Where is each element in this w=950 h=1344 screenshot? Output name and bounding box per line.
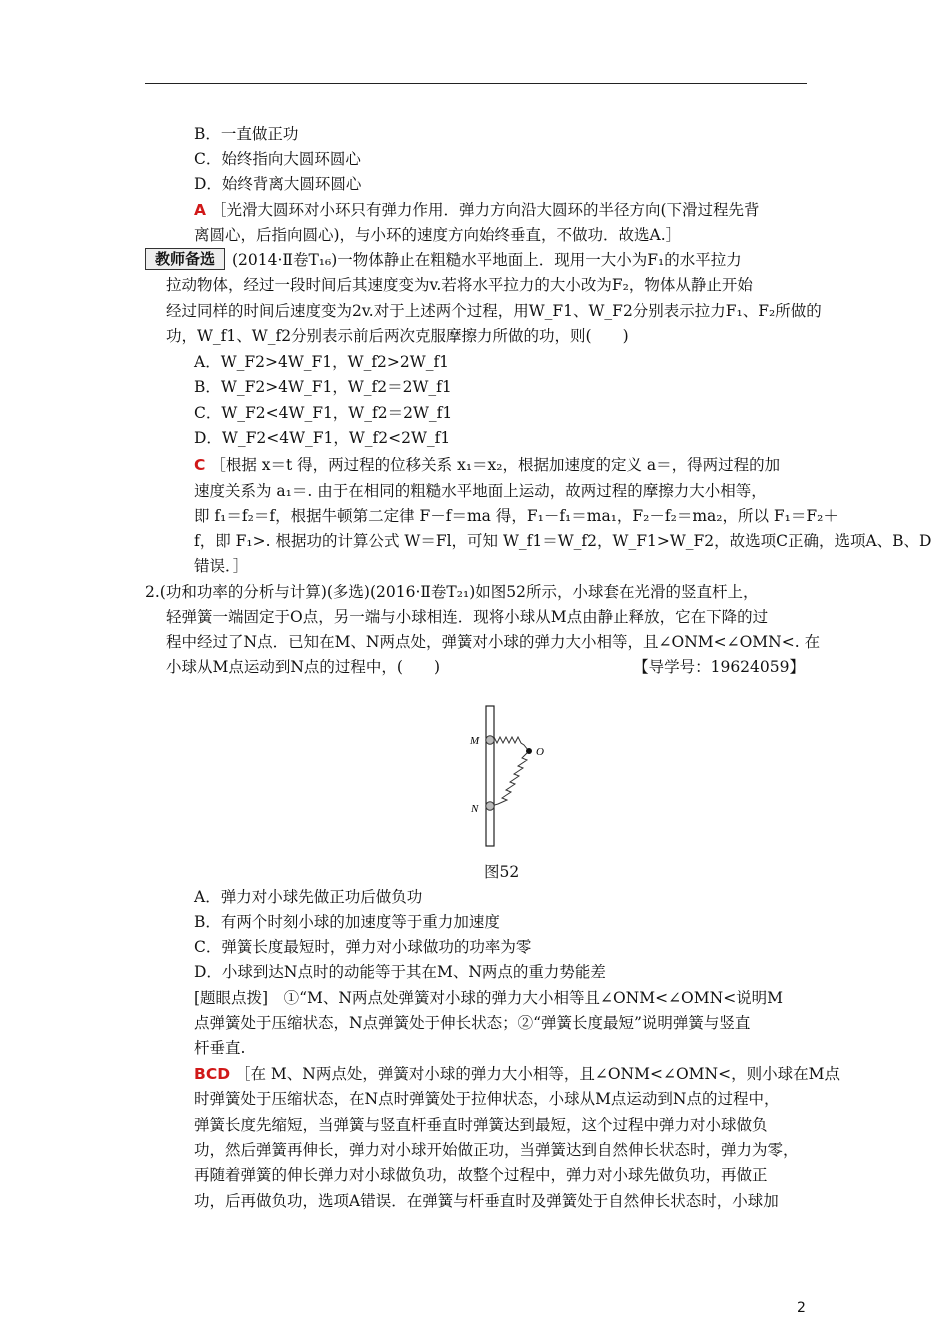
q1-option-b: B．一直做正功: [194, 125, 299, 143]
label-n: N: [471, 803, 479, 815]
q1-explanation-line: ［光滑大圆环对小环只有弹力作用．弹力方向沿大圆环的半径方向(下滑过程先背: [210, 201, 760, 219]
q1-answer-line: [194, 200, 760, 220]
backup-explanation-line: 即 f₁＝f₂＝f，根据牛顿第二定律 F－f＝ma 得，F₁－f₁＝ma₁，F₂－f₂＝ma₂，所以 F₁＝F₂＋: [194, 507, 839, 525]
backup-explanation-line: 速度关系为 a₁＝. 由于在相同的粗糙水平地面上运动，故两过程的摩擦力大小相等，: [194, 482, 767, 500]
q2-explanation-line: 时弹簧处于压缩状态，在N点时弹簧处于拉伸状态，小球从M点运动到N点的过程中，: [194, 1090, 780, 1108]
backup-stem-line: 拉动物体，经过一段时间后其速度变为v.若将水平拉力的大小改为F₂，物体从静止开始: [166, 276, 753, 294]
label-m: M: [470, 735, 480, 747]
guide-number: 【导学号：19624059】: [633, 658, 805, 676]
page-number: 2: [797, 1300, 806, 1316]
header-rule: [145, 83, 807, 84]
label-o: O: [536, 746, 544, 758]
q2-option-a: A．弹力对小球先做正功后做负功: [194, 888, 423, 906]
q2-explanation-line: 功，后再做负功，选项A错误．在弹簧与杆垂直时及弹簧处于自然伸长状态时，小球加: [194, 1192, 779, 1210]
backup-answer-letter: C: [194, 456, 206, 474]
q2-answer-letter: BCD: [194, 1065, 231, 1083]
fixed-point-o: [526, 748, 532, 754]
q2-hint-line: 点弹簧处于压缩状态，N点弹簧处于伸长状态；②“弹簧长度最短”说明弹簧与竖直: [194, 1014, 751, 1032]
spring-upper: [490, 737, 528, 750]
q1-explanation-line: 离圆心，后指向圆心)，与小环的速度方向始终垂直，不做功．故选A.］: [194, 226, 682, 244]
q2-explanation-line: 功，然后弹簧再伸长，弹力对小球开始做正功，当弹簧达到自然伸长状态时，弹力为零，: [194, 1141, 799, 1159]
q2-option-d: D．小球到达N点时的动能等于其在M、N两点的重力势能差: [194, 963, 606, 981]
backup-stem-line: (2014·Ⅱ卷T₁₆)一物体静止在粗糙水平地面上．现用一大小为F₁的水平拉力: [232, 251, 742, 269]
backup-answer-line: [194, 455, 780, 475]
figure-caption: 图52: [484, 863, 520, 881]
backup-option-b: B．W_F2>4W_F1，W_f2＝2W_f1: [194, 378, 452, 396]
backup-explanation-line: 错误．］: [194, 557, 249, 575]
backup-explanation-line: ［根据 x＝t 得，两过程的位移关系 x₁＝x₂，根据加速度的定义 a＝，得两过程的加: [210, 456, 781, 474]
q2-answer-line: [194, 1064, 840, 1084]
q1-option-c: C．始终指向大圆环圆心: [194, 150, 361, 168]
ball-at-m: [486, 736, 494, 744]
q1-option-d: D．始终背离大圆环圆心: [194, 175, 362, 193]
q2-option-b: B．有两个时刻小球的加速度等于重力加速度: [194, 913, 500, 931]
q2-hint-line: [题眼点拨] ①“M、N两点处弹簧对小球的弹力大小相等且∠ONM<∠OMN<说明M: [194, 989, 784, 1007]
backup-explanation-line: f，即 F₁>. 根据功的计算公式 W＝Fl，可知 W_f1＝W_f2，W_F1>W_F2，故选项C正确，选项A、B、D: [194, 532, 932, 550]
q1-answer-letter: A: [194, 201, 206, 219]
q2-option-c: C．弹簧长度最短时，弹力对小球做功的功率为零: [194, 938, 532, 956]
teacher-backup-label: 教师备选: [145, 248, 225, 270]
q2-explanation-line: 弹簧长度先缩短，当弹簧与竖直杆垂直时弹簧达到最短，这个过程中弹力对小球做负: [194, 1116, 768, 1134]
backup-option-d: D．W_F2<4W_F1，W_f2<2W_f1: [194, 429, 451, 447]
backup-option-a: A．W_F2>4W_F1，W_f2>2W_f1: [194, 353, 450, 371]
q2-stem-line: 轻弹簧一端固定于O点，另一端与小球相连．现将小球从M点由静止释放，它在下降的过: [166, 608, 769, 626]
q2-hint-line: 杆垂直.: [194, 1039, 246, 1057]
q2-stem-line: 2.(功和功率的分析与计算)(多选)(2016·Ⅱ卷T₂₁)如图52所示，小球套在光滑的竖直杆上，: [145, 583, 759, 601]
backup-option-c: C．W_F2<4W_F1，W_f2＝2W_f1: [194, 404, 453, 422]
backup-stem-line: 经过同样的时间后速度变为2v.对于上述两个过程，用W_F1、W_F2分别表示拉力F₁、F₂所做的: [166, 302, 822, 320]
spring-rod-figure: [458, 700, 548, 850]
vertical-rod: [486, 706, 494, 846]
q2-stem-line: 小球从M点运动到N点的过程中，( ): [166, 658, 441, 676]
backup-stem-line: 功，W_f1、W_f2分别表示前后两次克服摩擦力所做的功，则( ): [166, 327, 629, 345]
ball-at-n: [486, 802, 494, 810]
spring-lower: [491, 752, 528, 806]
q2-explanation-line: 再随着弹簧的伸长弹力对小球做负功，故整个过程中，弹力对小球先做负功，再做正: [194, 1166, 768, 1184]
q2-stem-line: 程中经过了N点．已知在M、N两点处，弹簧对小球的弹力大小相等，且∠ONM<∠OMN<. 在: [166, 633, 821, 651]
q2-explanation-line: ［在 M、N两点处，弹簧对小球的弹力大小相等，且∠ONM<∠OMN<，则小球在M点: [235, 1065, 840, 1083]
